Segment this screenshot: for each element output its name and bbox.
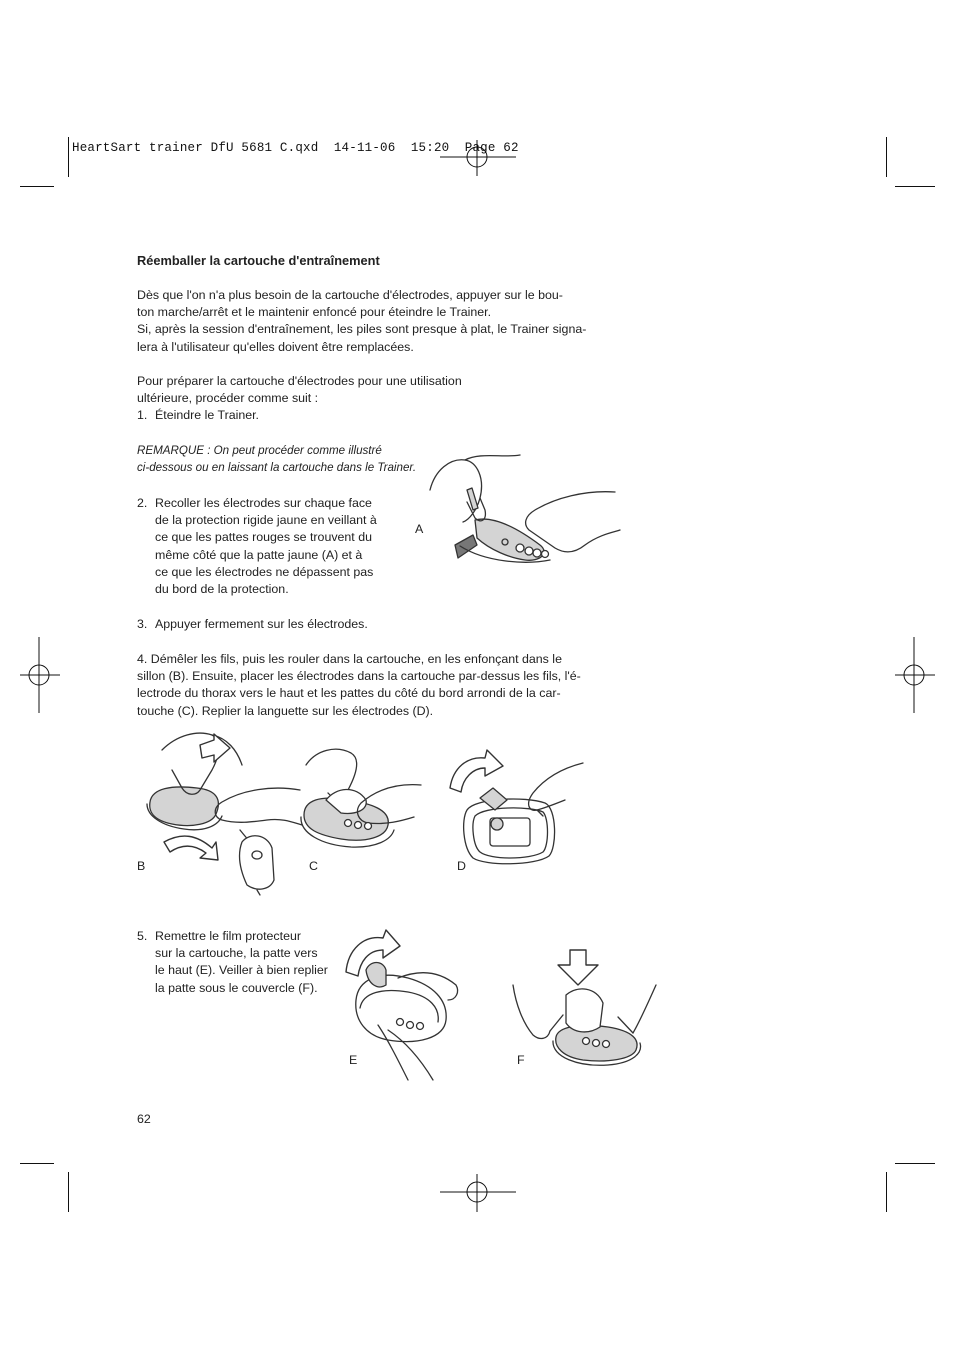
note-line: ci-dessous ou en laissant la cartouche dans le Trainer.	[137, 461, 417, 475]
figure-label-e: E	[349, 1053, 358, 1067]
illustration-f	[508, 945, 660, 1075]
step-text: Éteindre le Trainer.	[155, 408, 260, 423]
note-line: REMARQUE : On peut procéder comme illustré	[137, 444, 382, 457]
figure-label-a: A	[415, 522, 424, 536]
step-line: de la protection rigide jaune en veillant à	[155, 513, 377, 528]
illustration-e	[338, 930, 478, 1085]
prep-line: Pour préparer la cartouche d'électrodes pour une utilisation	[137, 374, 462, 388]
registration-mark-bottom	[440, 1172, 516, 1212]
step-line: lectrode du thorax vers le haut et les pattes du côté du bord arrondi de la car-	[137, 686, 561, 701]
prep-paragraph	[137, 373, 537, 425]
step-line: Recoller les électrodes sur chaque face	[155, 496, 372, 510]
step-number: 3.	[137, 617, 148, 631]
intro-line: Dès que l'on n'a plus besoin de la cartouche d'électrodes, appuyer sur le bou-	[137, 288, 563, 302]
step-line: la patte sous le couvercle (F).	[155, 980, 318, 995]
note	[137, 442, 437, 476]
illustration-a	[425, 450, 620, 570]
step-1	[137, 407, 537, 424]
step-line: sillon (B). Ensuite, placer les électrodes dans la cartouche par-dessus les fils, l'é-	[137, 669, 581, 684]
step-3	[137, 616, 437, 633]
section-heading: Réemballer la cartouche d'entraînement	[137, 253, 380, 268]
step-line: Remettre le film protecteur	[155, 929, 301, 943]
step-4	[137, 651, 607, 720]
prep-line: ultérieure, procéder comme suit :	[137, 391, 319, 406]
intro-line: ton marche/arrêt et le maintenir enfoncé pour éteindre le Trainer.	[137, 305, 492, 320]
step-2	[137, 495, 397, 598]
illustration-d	[445, 748, 585, 873]
step-5	[137, 928, 347, 997]
step-line: sur la cartouche, la patte vers	[155, 946, 318, 961]
step-number: 1.	[137, 408, 148, 423]
registration-mark-top	[440, 140, 516, 180]
registration-mark-right	[895, 637, 935, 713]
step-line: du bord de la protection.	[155, 582, 289, 597]
step-line: 4. Démêler les fils, puis les rouler dans la cartouche, en les enfonçant dans le	[137, 652, 562, 666]
intro-line: lera à l'utilisateur qu'elles doivent être remplacées.	[137, 339, 414, 354]
illustration-c	[296, 745, 426, 850]
illustration-b	[142, 730, 304, 895]
step-number: 2.	[137, 496, 148, 510]
step-line: même côté que la patte jaune (A) et à	[155, 547, 363, 562]
figure-label-f: F	[517, 1053, 525, 1067]
step-line: le haut (E). Veiller à bien replier	[155, 963, 328, 978]
step-line: ce que les électrodes ne dépassent pas	[155, 564, 374, 579]
intro-paragraph	[137, 287, 597, 356]
step-line: touche (C). Replier la languette sur les électrodes (D).	[137, 703, 434, 718]
step-number: 5.	[137, 929, 148, 943]
registration-mark-left	[20, 637, 60, 713]
figure-label-b: B	[137, 859, 146, 873]
figure-label-d: D	[457, 859, 466, 873]
step-text: Appuyer fermement sur les électrodes.	[155, 617, 368, 631]
figure-label-c: C	[309, 859, 318, 873]
intro-line: Si, après la session d'entraînement, les piles sont presque à plat, le Trainer signa-	[137, 322, 587, 337]
print-slug: HeartSart trainer DfU 5681 C.qxd 14-11-06 15:20 Page 62	[72, 141, 519, 155]
page-number: 62	[137, 1112, 151, 1126]
step-line: ce que les pattes rouges se trouvent du	[155, 530, 372, 545]
